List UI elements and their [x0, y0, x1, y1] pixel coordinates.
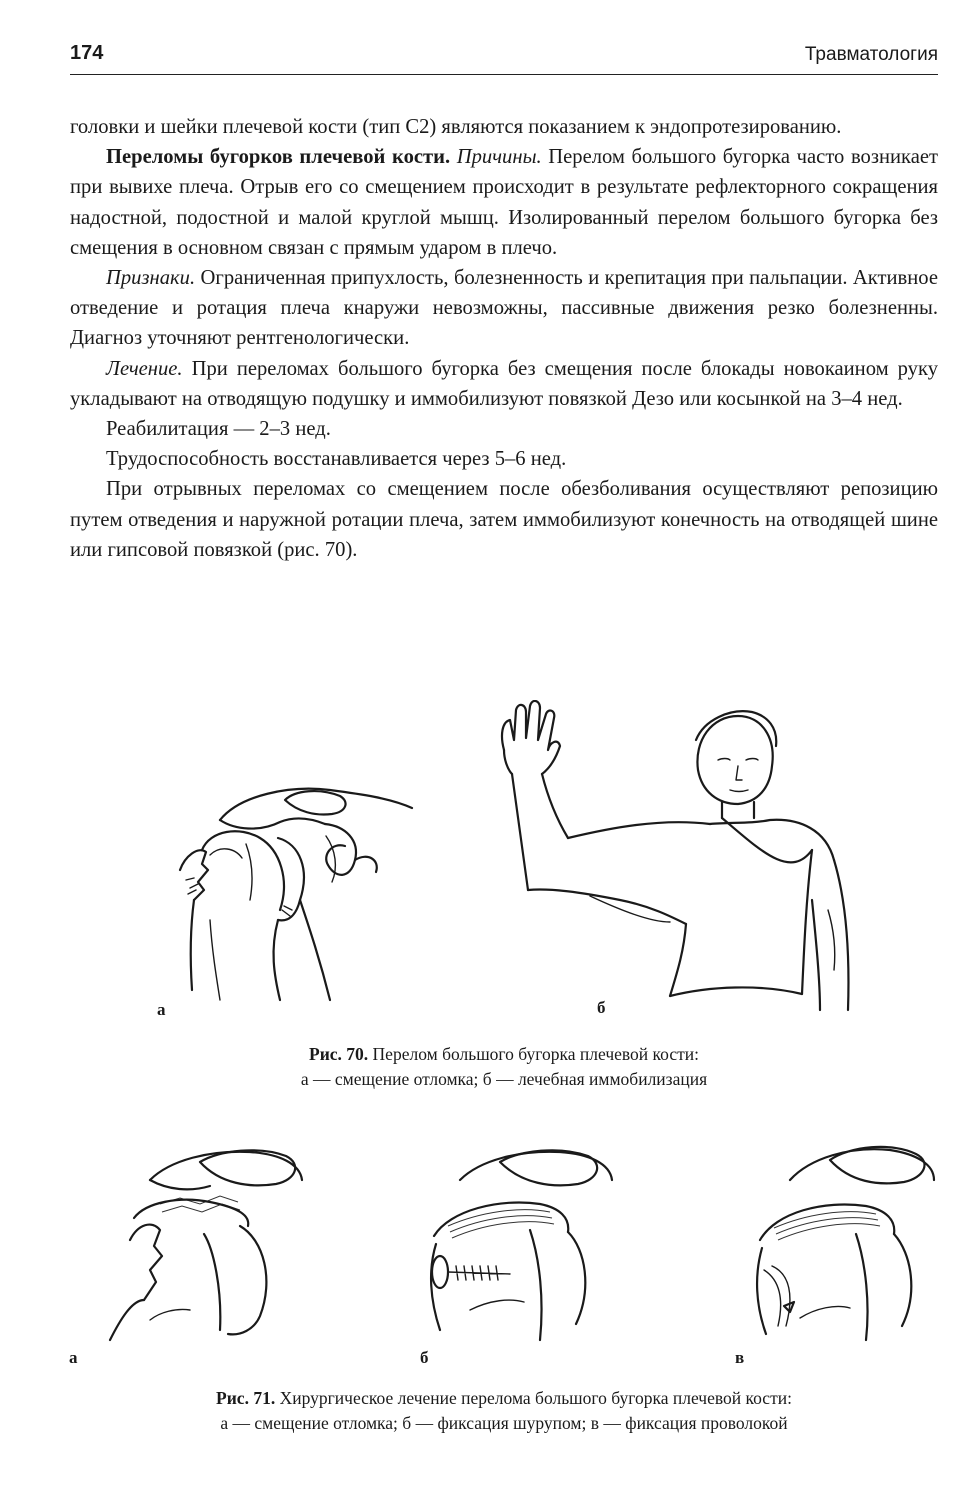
paragraph-1: головки и шейки плечевой кости (тип С2) являются показанием к эндопротезированию. — [70, 116, 842, 138]
figure-71-caption-number: Рис. 71. — [216, 1388, 276, 1408]
figure-71c-label: в — [735, 1348, 745, 1367]
figure-71-caption-line-1 — [70, 1386, 938, 1411]
figure-70-caption-number: Рис. 70. — [309, 1044, 369, 1064]
figure-71b-illustration — [400, 1140, 620, 1350]
paragraph-2 — [70, 142, 938, 263]
paragraph-7: При отрывных переломах со смещением после обезболивания осуществляют репозицию путем отведения и наружной ротации плеча, затем иммобилизуют конечность на отводящей шине или гипсовой повязкой (рис. 70). — [70, 478, 938, 561]
figure-70a-illustration — [150, 760, 420, 1020]
figure-71a-illustration — [90, 1140, 310, 1350]
paragraph-5: Реабилитация — 2–3 нед. — [106, 418, 331, 441]
figure-71c-illustration — [720, 1130, 940, 1350]
paragraph-3-text: Ограниченная припухлость, болезненность и крепитация при пальпации. Активное отведение и ротация плеча кнаружи невозможны, пассивные движения резко болезненны. Диагноз уточняют рентгенологически. — [70, 267, 938, 350]
paragraph-2-text: Перелом большого бугорка часто возникает при вывихе плеча. Отрыв его со смещением происходит в результате рефлекторного сокращения надостной, подостной и малой круглой мышц. Изолированный перелом большого бугорка без смещения в основном связан с прямым ударом в плечо. — [70, 146, 938, 259]
figure-71a-label: а — [69, 1348, 78, 1367]
figure-71-caption — [70, 1386, 938, 1436]
subheading-treatment: Лечение. — [106, 357, 183, 380]
section-heading: Переломы бугорков плечевой кости. — [106, 146, 451, 169]
figure-71b-label: б — [420, 1348, 429, 1367]
paragraph-4-text: При переломах большого бугорка без смещения после блокады новокаином руку укладывают на отводящую подушку и иммобилизуют повязкой Дезо или косынкой на 3–4 нед. — [70, 357, 938, 410]
figure-70-caption-line-1 — [70, 1042, 938, 1067]
page-header — [70, 42, 938, 72]
figure-70b-illustration — [490, 700, 870, 1020]
figure-71-caption-title: Хирургическое лечение перелома большого бугорка плечевой кости: — [279, 1388, 792, 1408]
running-title: Травматология — [804, 44, 938, 65]
figure-70a-label: а — [157, 1000, 166, 1019]
subheading-causes: Причины. — [456, 146, 542, 169]
figure-71-caption-line-2: а — смещение отломка; б — фиксация шурупом; в — фиксация проволокой — [220, 1413, 788, 1433]
figure-70-caption-title: Перелом большого бугорка плечевой кости: — [372, 1044, 699, 1064]
figure-70b-label: б — [597, 998, 606, 1017]
subheading-signs: Признаки. — [106, 267, 196, 290]
paragraph-6: Трудоспособность восстанавливается через 5–6 нед. — [106, 448, 567, 471]
paragraph-4 — [70, 354, 938, 414]
paragraph-3 — [70, 263, 938, 354]
header-rule — [70, 74, 938, 75]
figure-70-caption — [70, 1042, 938, 1092]
figure-70-caption-line-2: а — смещение отломка; б — лечебная иммобилизация — [300, 1069, 708, 1089]
page-number: 174 — [70, 42, 104, 64]
body-text — [70, 112, 938, 565]
